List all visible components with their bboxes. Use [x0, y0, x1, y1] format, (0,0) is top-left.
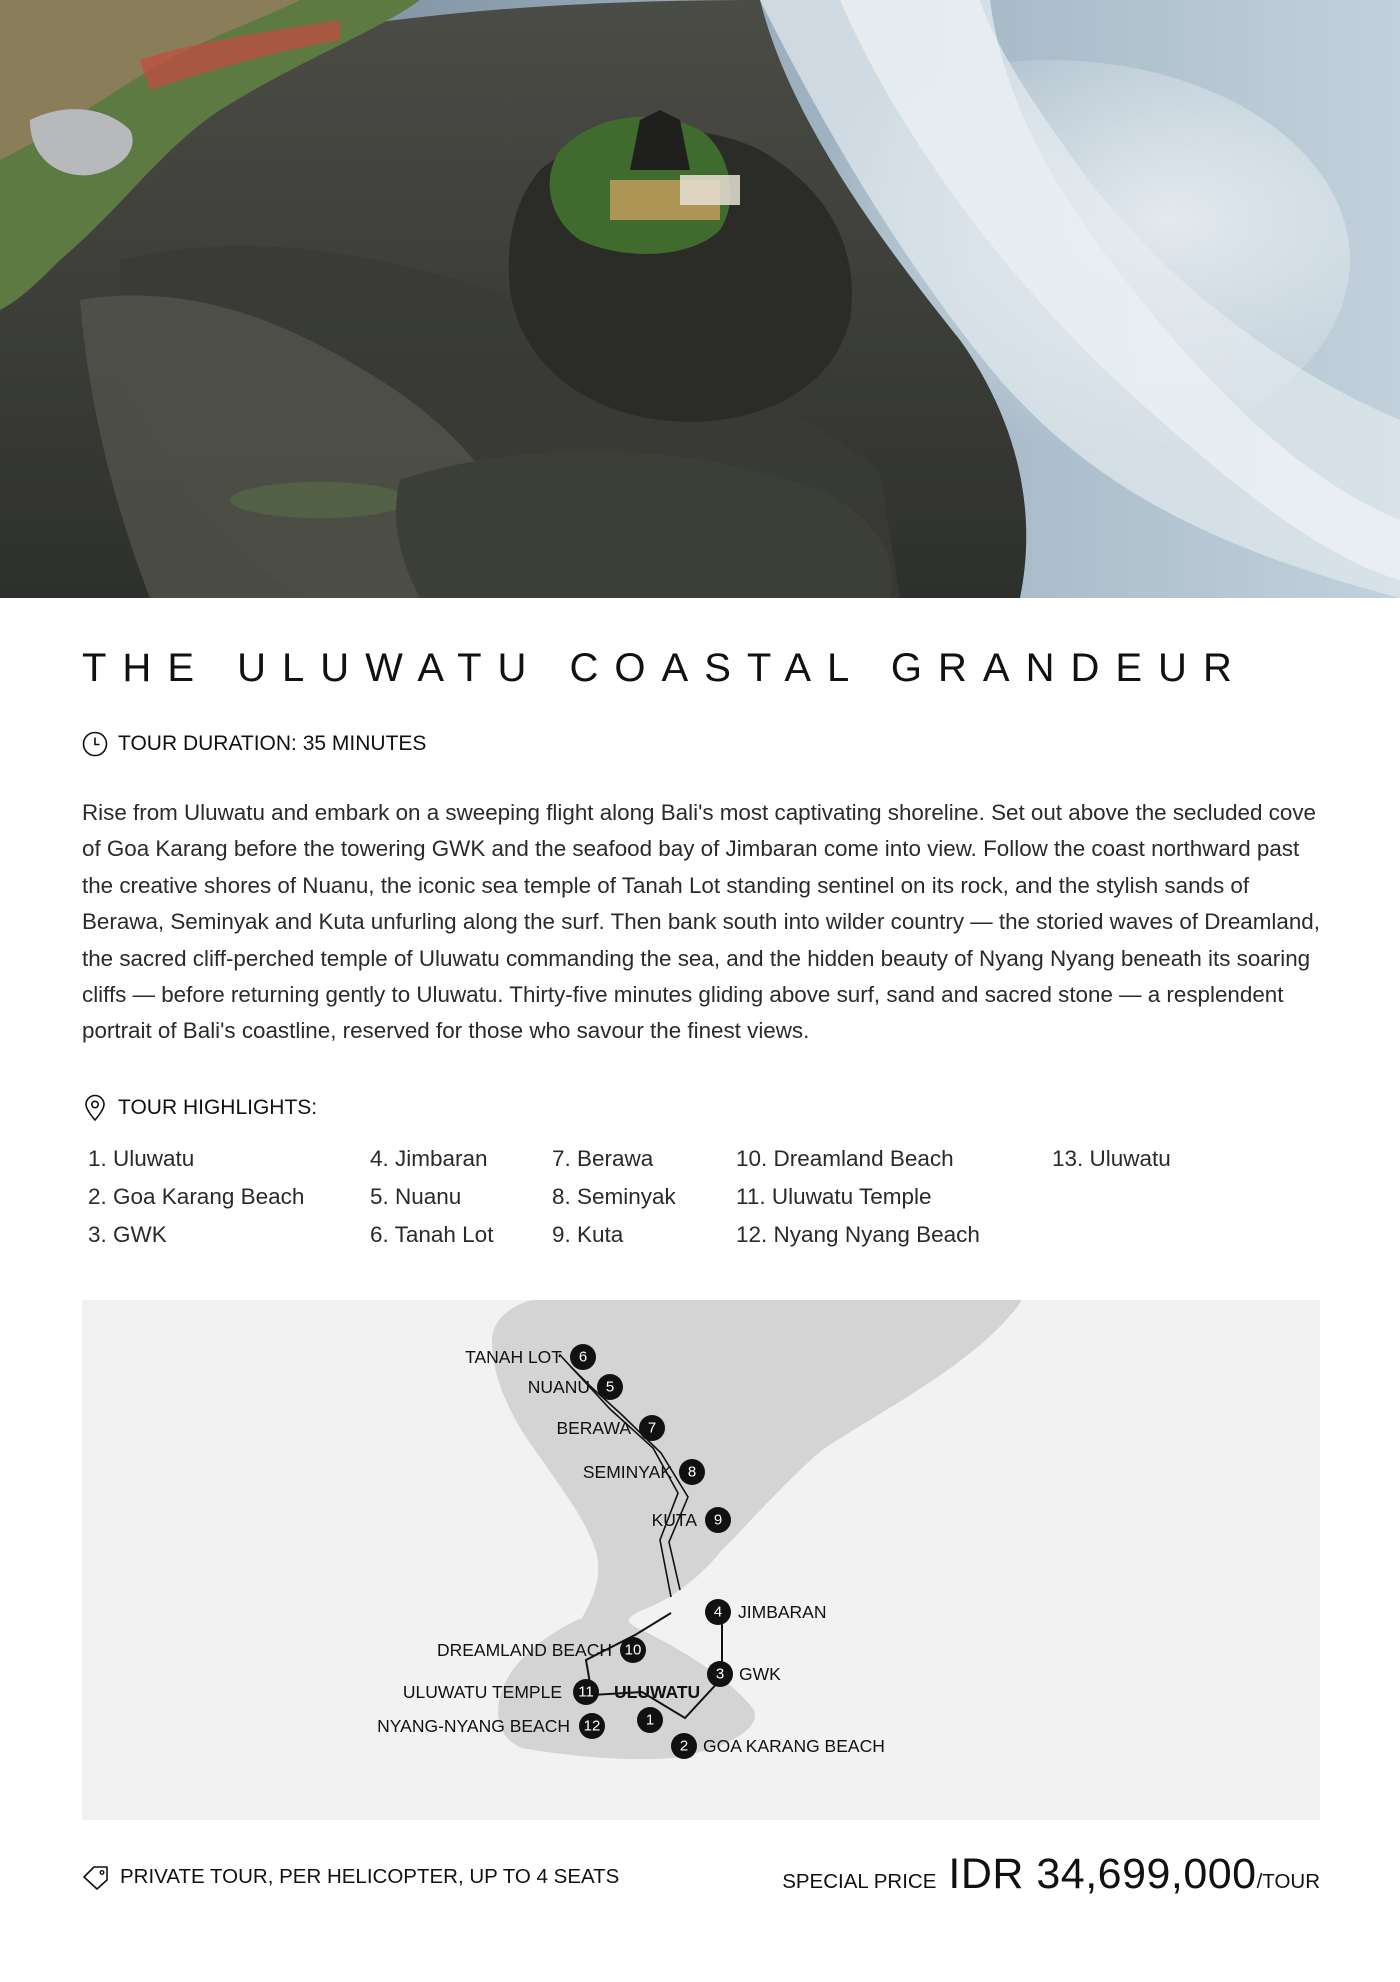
svg-text:KUTA: KUTA [651, 1510, 697, 1530]
svg-text:4: 4 [713, 1603, 723, 1621]
list-item: 2. Goa Karang Beach [88, 1184, 305, 1209]
tour-type-label: PRIVATE TOUR, PER HELICOPTER, UP TO 4 SEATS [120, 1865, 620, 1888]
svg-text:SEMINYAK: SEMINYAK [582, 1462, 672, 1482]
svg-text:GWK: GWK [739, 1664, 781, 1684]
tour-duration [82, 730, 426, 758]
map-stop [705, 1599, 826, 1625]
map-stop [465, 1344, 596, 1370]
svg-text:NUANU: NUANU [527, 1377, 590, 1397]
tour-duration-label: TOUR DURATION: 35 MINUTES [118, 732, 427, 755]
tour-type [82, 1864, 619, 1890]
svg-text:12: 12 [583, 1717, 601, 1735]
map-stop [671, 1733, 885, 1759]
highlights-column-4 [736, 1140, 980, 1254]
tag-icon [82, 1864, 110, 1890]
list-item: 4. Jimbaran [370, 1146, 488, 1171]
svg-text:JIMBARAN: JIMBARAN [738, 1602, 827, 1622]
map-stop [556, 1415, 665, 1441]
price-unit: /TOUR [1256, 1870, 1320, 1893]
svg-text:10: 10 [624, 1641, 642, 1659]
svg-text:6: 6 [578, 1348, 588, 1366]
list-item: 12. Nyang Nyang Beach [736, 1222, 980, 1247]
price-label: SPECIAL PRICE [782, 1870, 937, 1893]
svg-text:3: 3 [715, 1665, 725, 1683]
list-item: 3. GWK [88, 1222, 167, 1247]
bali-landmass [492, 1300, 1022, 1759]
list-item: 6. Tanah Lot [370, 1222, 494, 1247]
map-stop [583, 1459, 705, 1485]
tour-description: Rise from Uluwatu and embark on a sweeping flight along Bali's most captivating shoreline. Set out above the secluded cove of Goa Karang before the towering GWK and the seafood bay of Jimbaran come into view. Follow the coast northward past the creative shores of Nuanu, the iconic sea temple of Tanah Lot standing sentinel on its rock, and the stylish sands of Berawa, Seminyak and Kuta unfurling along the surf. Then bank south into wilder country — the storied waves of Dreamland, the sacred cliff-perched temple of Uluwatu commanding the sea, and the hidden beauty of Nyang Nyang beneath its soaring cliffs — before returning gently to Uluwatu. Thirty-five minutes gliding above surf, sand and sacred stone — a resplendent portrait of Bali's coastline, reserved for those who savour the finest views. [82, 800, 1320, 1044]
svg-text:7: 7 [647, 1419, 657, 1437]
special-price [782, 1850, 1320, 1899]
route-map [82, 1300, 1320, 1820]
list-item: 9. Kuta [552, 1222, 624, 1247]
list-item: 1. Uluwatu [88, 1146, 195, 1171]
highlights-column-3 [552, 1140, 676, 1254]
svg-text:1: 1 [645, 1711, 655, 1729]
list-item: 11. Uluwatu Temple [736, 1184, 932, 1209]
svg-text:9: 9 [713, 1511, 723, 1529]
map-stop [528, 1374, 623, 1400]
list-item: 10. Dreamland Beach [736, 1146, 954, 1171]
svg-text:ULUWATU TEMPLE: ULUWATU TEMPLE [402, 1682, 562, 1702]
list-item: 13. Uluwatu [1052, 1146, 1171, 1171]
map-stop [652, 1507, 731, 1533]
svg-text:ULUWATU: ULUWATU [614, 1682, 701, 1702]
price-value: IDR 34,699,000 [948, 1850, 1257, 1898]
list-item: 8. Seminyak [552, 1184, 676, 1209]
list-item: 5. Nuanu [370, 1184, 462, 1209]
highlights-column-1 [88, 1140, 304, 1254]
tour-highlights-heading [82, 1094, 317, 1122]
svg-text:NYANG-NYANG BEACH: NYANG-NYANG BEACH [377, 1716, 570, 1736]
highlights-column-2 [370, 1140, 493, 1254]
highlights-column-5 [1052, 1140, 1171, 1178]
map-pin-icon [82, 1094, 110, 1122]
list-item: 7. Berawa [552, 1146, 654, 1171]
svg-text:8: 8 [687, 1463, 697, 1481]
map-stop [707, 1661, 781, 1687]
svg-text:5: 5 [605, 1378, 615, 1396]
svg-text:2: 2 [679, 1737, 689, 1755]
page-title: THE ULUWATU COASTAL GRANDEUR [82, 646, 1248, 690]
svg-text:GOA KARANG BEACH: GOA KARANG BEACH [703, 1736, 885, 1756]
tour-highlights-label: TOUR HIGHLIGHTS: [118, 1096, 318, 1119]
svg-text:11: 11 [578, 1683, 594, 1701]
clock-icon [82, 730, 110, 758]
svg-text:TANAH LOT: TANAH LOT [465, 1347, 562, 1367]
hero-photo [0, 0, 1400, 598]
svg-text:BERAWA: BERAWA [556, 1418, 631, 1438]
svg-text:DREAMLAND BEACH: DREAMLAND BEACH [436, 1640, 612, 1660]
